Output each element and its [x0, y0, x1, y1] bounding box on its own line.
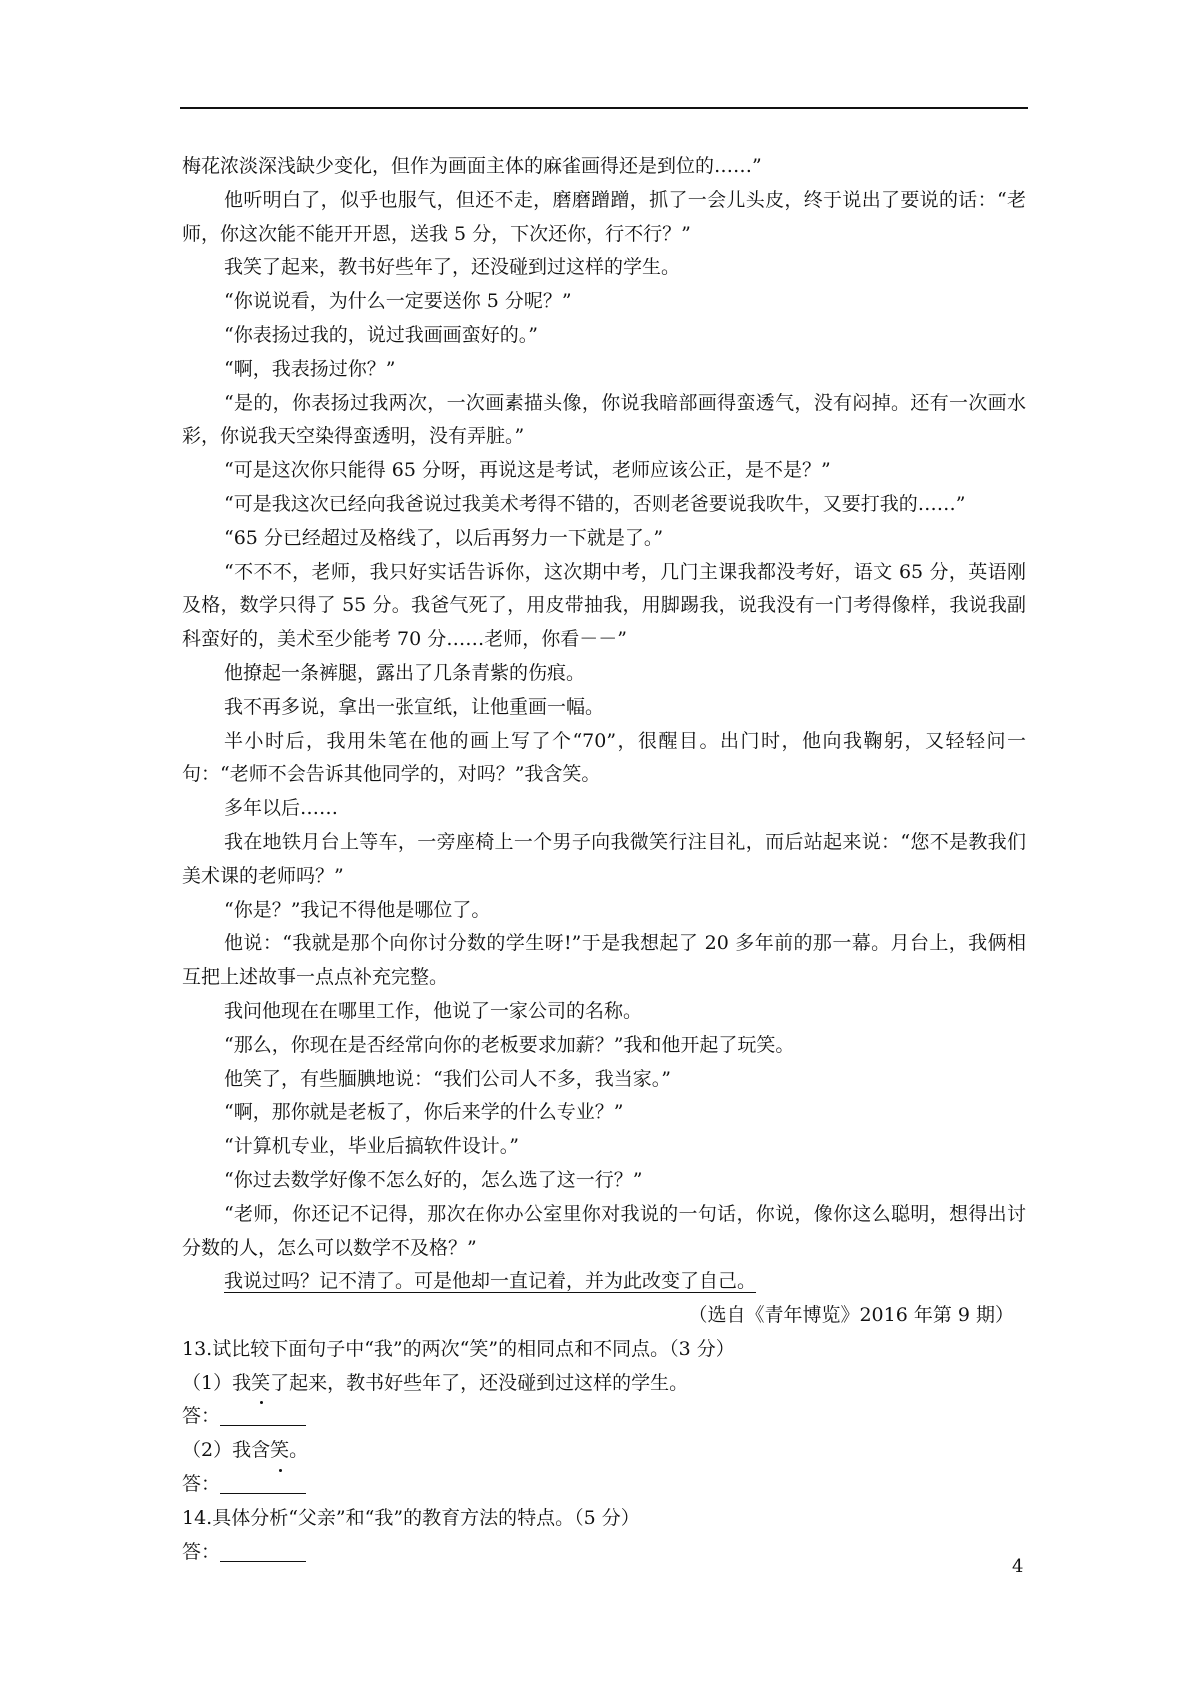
question-14-title: 14.具体分析“父亲”和“我”的教育方法的特点。（5 分） — [182, 1506, 640, 1529]
question-13-sentence-1: （1）我笑了起来，教书好些年了，还没碰到过这样的学生。 — [182, 1367, 1026, 1401]
paragraph: 多年以后…… — [224, 797, 339, 820]
paragraph: 半小时后，我用朱笔在他的画上写了个“70”，很醒目。出门时，他向我鞠躬，又轻轻问一句：“老师不会告诉其他同学的，对吗？”我含笑。 — [182, 729, 1026, 786]
paragraph: 我在地铁月台上等车，一旁座椅上一个男子向我微笑行注目礼，而后站起来说：“您不是教我们美术课的老师吗？” — [182, 830, 1026, 887]
paragraph: “不不不，老师，我只好实话告诉你，这次期中考，几门主课我都没考好，语文 65 分，英语刚及格，数学只得了 55 分。我爸气死了，用皮带抽我，用脚踢我，说我没有一门考得像样，我说我副科蛮好的，美术至少能考 70 分……老师，你看－－” — [182, 560, 1026, 651]
header-rule — [180, 107, 1028, 109]
paragraph: “计算机专业，毕业后搞软件设计。” — [224, 1135, 519, 1158]
paragraph: “那么，你现在是否经常向你的老板要求加薪？”我和他开起了玩笑。 — [224, 1033, 795, 1056]
paragraph: “老师，你还记不记得，那次在你办公室里你对我说的一句话，你说，像你这么聪明，想得出讨分数的人，怎么可以数学不及格？” — [182, 1202, 1026, 1259]
paragraph: 我问他现在在哪里工作，他说了一家公司的名称。 — [224, 999, 643, 1022]
source-citation: （选自《青年博览》2016 年第 9 期） — [688, 1304, 1014, 1327]
paragraph: “你过去数学好像不怎么好的，怎么选了这一行？” — [224, 1168, 643, 1191]
paragraph: “你是？”我记不得他是哪位了。 — [224, 898, 491, 921]
paragraph: “可是这次你只能得 65 分呀，再说这是考试，老师应该公正，是不是？” — [224, 459, 831, 482]
answer-blank[interactable] — [220, 1541, 306, 1562]
paragraph: “65 分已经超过及格线了，以后再努力一下就是了。” — [224, 526, 664, 549]
answer-label: 答： — [182, 1473, 221, 1496]
answer-line — [182, 1468, 1026, 1502]
answer-line — [182, 1400, 1026, 1434]
question-13-title: 13.试比较下面句子中“我”的两次“笑”的相同点和不同点。（3 分） — [182, 1337, 735, 1360]
paragraph: “啊，那你就是老板了，你后来学的什么专业？” — [224, 1101, 624, 1124]
answer-line — [182, 1536, 1026, 1570]
passage-body — [182, 150, 1026, 1569]
emphasis-char: 笑 — [251, 1367, 270, 1401]
answer-blank[interactable] — [220, 1473, 306, 1494]
paragraph: “啊，我表扬过你？” — [224, 357, 396, 380]
paragraph: 他撩起一条裤腿，露出了几条青紫的伤痕。 — [224, 661, 586, 684]
emphasis-char: 笑 — [270, 1434, 289, 1468]
question-13-sentence-2: （2）我含笑。 — [182, 1434, 1026, 1468]
underlined-sentence: 我说过吗？记不清了。可是他却一直记着，并为此改变了自己。 — [224, 1270, 757, 1293]
closing-paragraph — [182, 1265, 1026, 1299]
paragraph: “是的，你表扬过我两次，一次画素描头像，你说我暗部画得蛮透气，没有闷掉。还有一次画水彩，你说我天空染得蛮透明，没有弄脏。” — [182, 391, 1026, 448]
page-number: 4 — [1012, 1556, 1024, 1577]
paragraph: “可是我这次已经向我爸说过我美术考得不错的，否则老爸要说我吹牛，又要打我的……” — [224, 492, 966, 515]
paragraph: 他听明白了，似乎也服气，但还不走，磨磨蹭蹭，抓了一会儿头皮，终于说出了要说的话：“老师，你这次能不能开开恩，送我 5 分，下次还你，行不行？” — [182, 188, 1026, 245]
paragraph: 他笑了，有些腼腆地说：“我们公司人不多，我当家。” — [224, 1067, 671, 1090]
answer-blank[interactable] — [220, 1405, 306, 1426]
answer-label: 答： — [182, 1540, 221, 1563]
paragraph: 我不再多说，拿出一张宣纸，让他重画一幅。 — [224, 695, 605, 718]
paragraph: 我笑了起来，教书好些年了，还没碰到过这样的学生。 — [224, 256, 681, 279]
paragraph: 他说：“我就是那个向你讨分数的学生呀!”于是我想起了 20 多年前的那一幕。月台上，我俩相互把上述故事一点点补充完整。 — [182, 932, 1026, 989]
paragraph: “你说说看，为什么一定要送你 5 分呢？” — [224, 290, 572, 313]
paragraph: “你表扬过我的，说过我画画蛮好的。” — [224, 323, 538, 346]
answer-label: 答： — [182, 1405, 221, 1428]
paragraph: 梅花浓淡深浅缺少变化，但作为画面主体的麻雀画得还是到位的……” — [182, 155, 762, 177]
